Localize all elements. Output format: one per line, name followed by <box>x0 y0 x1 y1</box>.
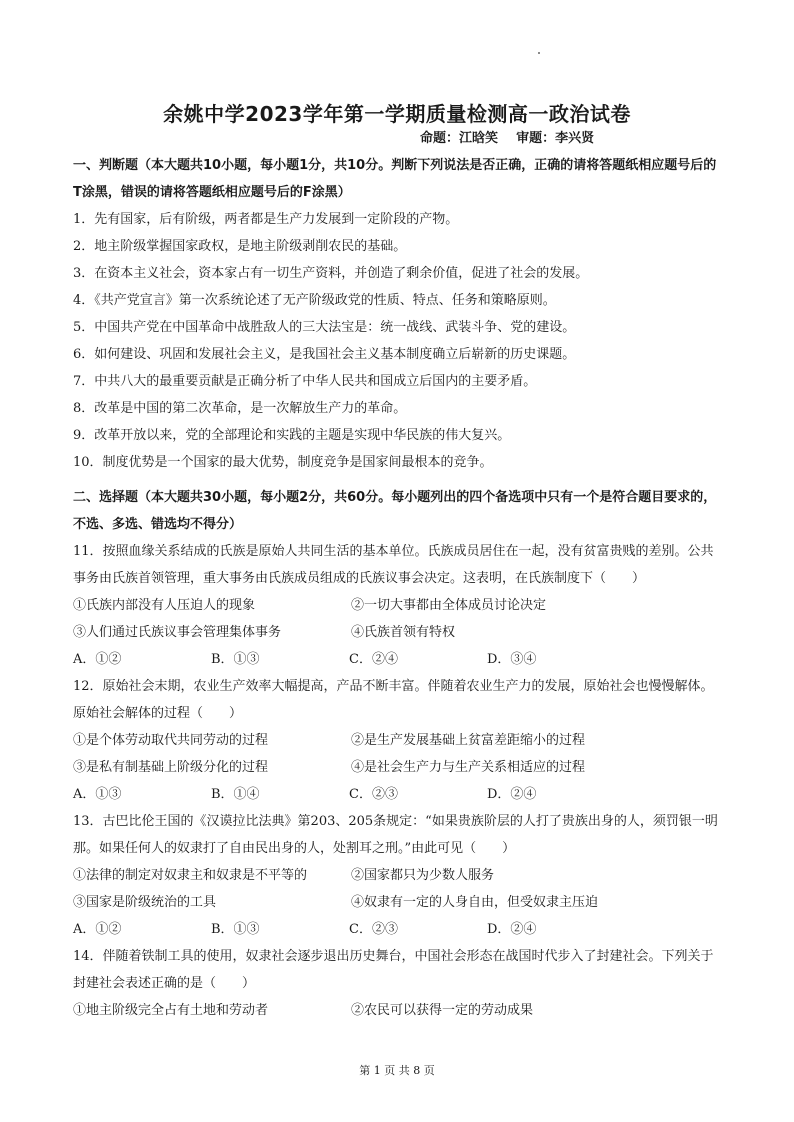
choice-d: D．②④ <box>487 787 537 802</box>
judgment-item: 7．中共八大的最重要贡献是正确分析了中华人民共和国成立后国内的主要矛盾。 <box>73 374 537 389</box>
statement-row <box>73 862 723 889</box>
choice-d: D．②④ <box>487 922 537 937</box>
choice-question <box>73 808 723 943</box>
judgment-item: 4．《共产党宣言》第一次系统论述了无产阶级政党的性质、特点、任务和策略原则。 <box>73 293 556 308</box>
choice-a: A．①② <box>73 922 122 937</box>
choice-b: B．①③ <box>211 922 260 937</box>
judgment-item: 3．在资本主义社会，资本家占有一切生产资料，并创造了剩余价值，促进了社会的发展。 <box>73 266 589 281</box>
choice-row <box>73 781 723 808</box>
statement-row <box>73 727 723 754</box>
statement: ①氏族内部没有人压迫人的现象 <box>73 598 256 613</box>
section-judgment-heading: 一、判断题（本大题共10小题，每小题1分，共10分。判断下列说法是否正确，正确的请将答题纸相应题号后的T涂黑，错误的请将答题纸相应题号后的F涂黑） <box>73 158 717 200</box>
choice-row <box>73 646 723 673</box>
section-choice-heading: 二、选择题（本大题共30小题，每小题2分，共60分。每小题列出的四个备选项中只有一个是符合题目要求的，不选、多选、错选均不得分） <box>73 490 717 532</box>
exam-title: 余姚中学2023学年第一学期质量检测高一政治试卷 <box>163 102 631 126</box>
choice-d: D．③④ <box>487 652 537 667</box>
question-stem: 13．古巴比伦王国的《汉谟拉比法典》第203、205条规定：“如果贵族阶层的人打了贵族出身的人，须罚银一明那。如果任何人的奴隶打了自由民出身的人，处割耳之刑。”由此可见（ ） <box>73 814 718 856</box>
judgment-item: 5．中国共产党在中国革命中战胜敌人的三大法宝是：统一战线、武装斗争、党的建设。 <box>73 320 576 335</box>
judgment-item: 1．先有国家，后有阶级，两者都是生产力发展到一定阶段的产物。 <box>73 212 459 227</box>
judgment-item: 9．改革开放以来，党的全部理论和实践的主题是实现中华民族的伟大复兴。 <box>73 428 511 443</box>
statement: ①法律的制定对奴隶主和奴隶是不平等的 <box>73 868 308 883</box>
statement: ④氏族首领有特权 <box>351 625 456 640</box>
statement-row <box>73 889 723 916</box>
choice-row <box>73 916 723 943</box>
choice-a: A．①② <box>73 652 122 667</box>
statement-row <box>73 592 723 619</box>
choice-a: A．①③ <box>73 787 122 802</box>
statement: ①是个体劳动取代共同劳动的过程 <box>73 733 269 748</box>
choice-c: C．②③ <box>349 922 398 937</box>
section-gap <box>73 476 723 484</box>
statement: ①地主阶级完全占有土地和劳动者 <box>73 1003 269 1018</box>
statement: ③是私有制基础上阶级分化的过程 <box>73 760 269 775</box>
exam-content <box>73 152 723 1024</box>
statement: ④奴隶有一定的人身自由，但受奴隶主压迫 <box>351 895 599 910</box>
judgment-list <box>73 206 723 476</box>
choice-b: B．①④ <box>211 787 260 802</box>
choice-b: B．①③ <box>211 652 260 667</box>
question-stem: 12．原始社会末期，农业生产效率大幅提高，产品不断丰富。伴随着农业生产力的发展，原始社会也慢慢解体。原始社会解体的过程（ ） <box>73 679 714 721</box>
choice-question <box>73 538 723 673</box>
statement-row <box>73 619 723 646</box>
statement: ②是生产发展基础上贫富差距缩小的过程 <box>351 733 586 748</box>
choice-c: C．②④ <box>349 652 398 667</box>
judgment-item: 6．如何建设、巩固和发展社会主义，是我国社会主义基本制度确立后崭新的历史课题。 <box>73 347 576 362</box>
statement-row <box>73 997 723 1024</box>
page-number: 第 1 页 共 8 页 <box>359 1064 435 1077</box>
judgment-item: 2．地主阶级掌握国家政权，是地主阶级剥削农民的基础。 <box>73 239 407 254</box>
statement: ②一切大事都由全体成员讨论决定 <box>351 598 547 613</box>
statement: ②农民可以获得一定的劳动成果 <box>351 1003 534 1018</box>
question-stem: 11．按照血缘关系结成的氏族是原始人共同生活的基本单位。氏族成员居住在一起，没有贫富贵贱的差别。公共事务由氏族首领管理，重大事务由氏族成员组成的氏族议事会决定。这表明，在氏族制度下（ ） <box>73 544 714 586</box>
choice-question <box>73 673 723 808</box>
scan-dot <box>538 52 540 54</box>
statement: ②国家都只为少数人服务 <box>351 868 495 883</box>
choice-c: C．②③ <box>349 787 398 802</box>
judgment-item: 10．制度优势是一个国家的最大优势，制度竞争是国家间最根本的竞争。 <box>73 455 493 470</box>
choice-question <box>73 943 723 1024</box>
statement-row <box>73 754 723 781</box>
question-stem: 14．伴随着铁制工具的使用，奴隶社会逐步退出历史舞台，中国社会形态在战国时代步入了封建社会。下列关于封建社会表述正确的是（ ） <box>73 949 714 991</box>
exam-authors: 命题：江晗笑 审题：李兴贤 <box>420 131 595 146</box>
judgment-item: 8．改革是中国的第二次革命，是一次解放生产力的革命。 <box>73 401 407 416</box>
statement: ④是社会生产力与生产关系相适应的过程 <box>351 760 586 775</box>
statement: ③国家是阶级统治的工具 <box>73 895 217 910</box>
statement: ③人们通过氏族议事会管理集体事务 <box>73 625 282 640</box>
